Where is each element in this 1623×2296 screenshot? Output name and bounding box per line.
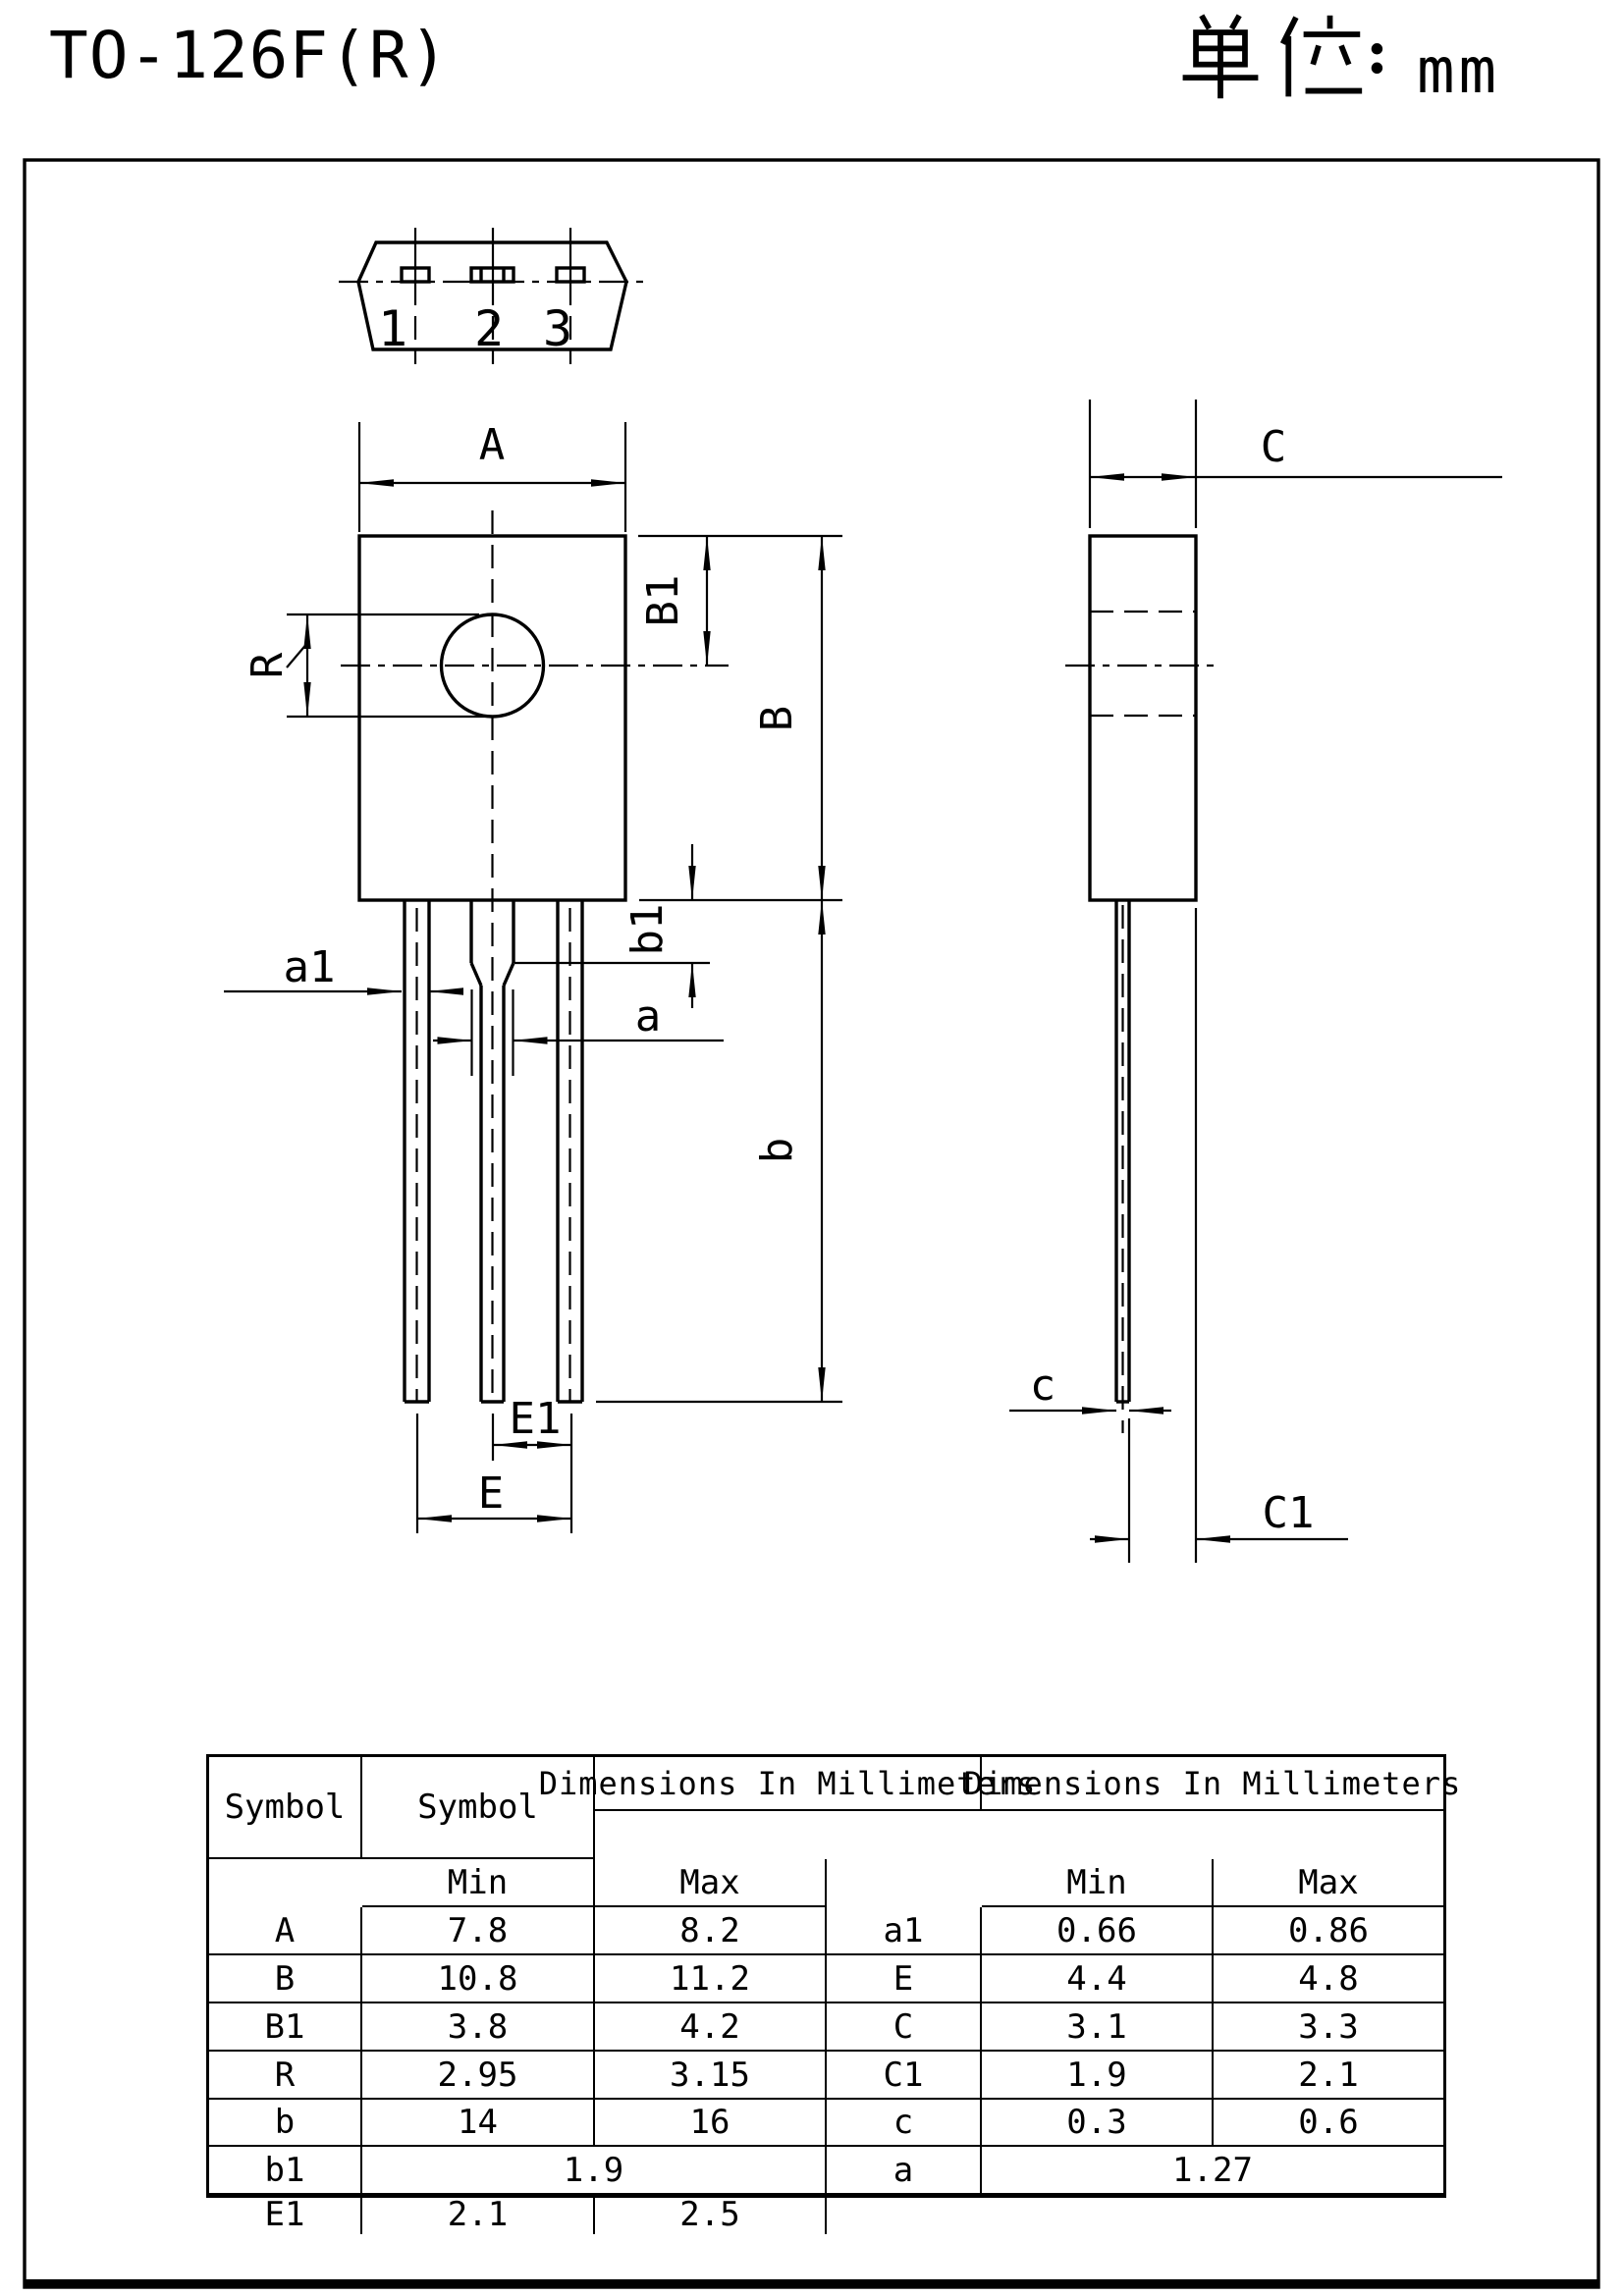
dimension-B1 (638, 536, 842, 666)
table-row-min: 1.9 (982, 2052, 1214, 2100)
side-view (1009, 400, 1502, 1563)
table-row-min: 7.8 (362, 1907, 595, 1955)
table-row-symbol: C (827, 2003, 982, 2052)
label-R: R (243, 652, 293, 679)
dimension-c (1009, 1361, 1171, 1411)
table-row-max: 4.8 (1214, 1955, 1443, 2003)
table-row-symbol: A (209, 1907, 362, 1955)
dimension-a (433, 989, 724, 1076)
label-B: B (752, 705, 802, 732)
table-row-max: 2.1 (1214, 2052, 1443, 2100)
dimension-b1 (514, 844, 710, 1008)
side-body (1090, 536, 1196, 900)
table-row-symbol: B1 (209, 2003, 362, 2052)
table-row-min: 0.66 (982, 1907, 1214, 1955)
table-empty-cell (827, 2195, 1443, 2234)
table-header-dims-right: Dimensions In Millimeters (982, 1757, 1443, 1811)
label-b: b (752, 1137, 802, 1164)
label-E: E (477, 1468, 505, 1519)
label-b1: b1 (622, 903, 673, 956)
table-row-min: 4.4 (982, 1955, 1214, 2003)
table-row-merged-value: 1.27 (982, 2147, 1443, 2195)
front-view (224, 420, 842, 1533)
table-row-min: 14 (362, 2100, 595, 2147)
table-row-min: 3.8 (362, 2003, 595, 2052)
table-row-symbol: b1 (209, 2147, 362, 2195)
table-row-max: 11.2 (595, 1955, 827, 2003)
table-header-min-left: Min (362, 1859, 595, 1907)
dimension-b (596, 900, 842, 1402)
table-row-max: 16 (595, 2100, 827, 2147)
table-row-max: 0.6 (1214, 2100, 1443, 2147)
table-row-max: 8.2 (595, 1907, 827, 1955)
label-C1: C1 (1262, 1488, 1315, 1538)
table-row-symbol: R (209, 2052, 362, 2100)
pin3-number: 3 (542, 300, 573, 357)
pin2-number: 2 (473, 300, 505, 357)
table-row-symbol: a (827, 2147, 982, 2195)
table-row-min: 0.3 (982, 2100, 1214, 2147)
label-a1: a1 (283, 942, 336, 992)
table-row-merged-value: 1.9 (362, 2147, 827, 2195)
table-row-max: 0.86 (1214, 1907, 1443, 1955)
table-row-symbol: B (209, 1955, 362, 2003)
label-a: a (634, 991, 662, 1041)
frame-bottom-thick-line (25, 2279, 1598, 2288)
unit-value: mm (1417, 35, 1501, 108)
table-header-max-right: Max (1214, 1859, 1443, 1907)
table-row-symbol: C1 (827, 2052, 982, 2100)
table-row-symbol: c (827, 2100, 982, 2147)
label-E1: E1 (509, 1394, 562, 1444)
table-header-symbol-left: Symbol (209, 1757, 362, 1859)
unit-colon: : (1366, 16, 1388, 87)
table-header-min-right: Min (982, 1859, 1214, 1907)
table-row-symbol: a1 (827, 1907, 982, 1955)
label-c: c (1029, 1361, 1056, 1411)
package-title: TO-126F(R) (49, 18, 450, 93)
table-row-min: 2.1 (362, 2195, 595, 2234)
table-row-symbol: b (209, 2100, 362, 2147)
dimension-a1 (224, 942, 455, 992)
dimension-C (1090, 400, 1502, 528)
dimensions-table (206, 1754, 1462, 2234)
table-row-min: 10.8 (362, 1955, 595, 2003)
table-row-max: 2.5 (595, 2195, 827, 2234)
table-row-max: 3.15 (595, 2052, 827, 2100)
table-row-max: 4.2 (595, 2003, 827, 2052)
label-A: A (478, 420, 506, 470)
table-header-dims-left: Dimensions In Millimeters (595, 1757, 982, 1811)
top-view (339, 228, 646, 364)
table-row-symbol: E1 (209, 2195, 362, 2234)
table-row-symbol: E (827, 1955, 982, 2003)
table-header-symbol-right: Symbol (362, 1757, 595, 1859)
label-C: C (1260, 422, 1287, 472)
dimension-E1-E (417, 1394, 571, 1533)
table-header-max-left: Max (595, 1859, 827, 1907)
label-B1: B1 (638, 574, 688, 627)
table-row-max: 3.3 (1214, 2003, 1443, 2052)
pin1-number: 1 (377, 300, 408, 357)
table-row-min: 2.95 (362, 2052, 595, 2100)
table-row-min: 3.1 (982, 2003, 1214, 2052)
